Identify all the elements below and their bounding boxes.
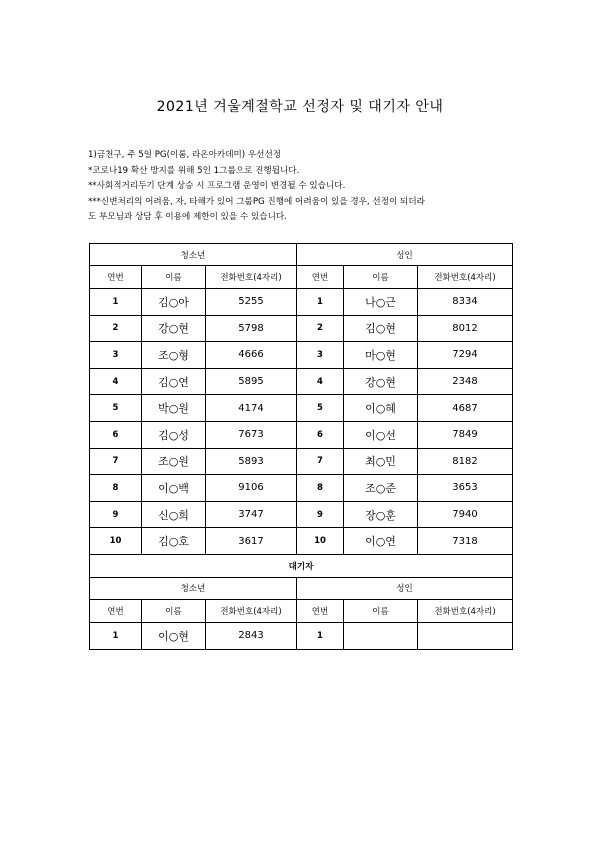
adult-phone: 8182 xyxy=(418,448,513,475)
youth-no: 4 xyxy=(90,368,142,395)
youth-phone: 4174 xyxy=(206,395,297,422)
column-header: 이름 xyxy=(344,266,418,289)
youth-name: 조○원 xyxy=(142,448,206,475)
adult-phone: 7318 xyxy=(418,528,513,555)
youth-no: 5 xyxy=(90,395,142,422)
table-row xyxy=(90,342,513,369)
column-header: 이름 xyxy=(142,599,206,622)
adult-phone: 3653 xyxy=(418,475,513,502)
adult-no: 4 xyxy=(297,368,344,395)
note-line: 1)금천구, 주 5일 PG(이룸, 라온아카데미) 우선선정 xyxy=(88,150,282,160)
adult-no: 8 xyxy=(297,475,344,502)
adult-phone: 2348 xyxy=(418,368,513,395)
youth-phone: 5895 xyxy=(206,368,297,395)
adult-name: 이○혜 xyxy=(344,395,418,422)
adult-name xyxy=(344,622,418,649)
youth-no: 10 xyxy=(90,528,142,555)
adult-name: 나○근 xyxy=(344,289,418,316)
adult-name: 이○선 xyxy=(344,421,418,448)
youth-phone: 3747 xyxy=(206,501,297,528)
column-header: 연번 xyxy=(90,266,142,289)
adult-section-header: 성인 xyxy=(297,244,513,266)
youth-no: 2 xyxy=(90,315,142,342)
adult-name: 마○현 xyxy=(344,342,418,369)
adult-no: 3 xyxy=(297,342,344,369)
adult-no: 5 xyxy=(297,395,344,422)
youth-no: 1 xyxy=(90,289,142,316)
column-header: 전화번호(4자리) xyxy=(418,599,513,622)
column-header: 이름 xyxy=(142,266,206,289)
youth-name: 김○연 xyxy=(142,368,206,395)
note-line: ***신변처리의 어려움, 자, 타해가 있어 그룹PG 진행에 어려움이 있을 경우, 선정이 되더라 xyxy=(88,196,425,207)
table-row xyxy=(90,315,513,342)
youth-name: 신○희 xyxy=(142,501,206,528)
youth-phone: 7673 xyxy=(206,421,297,448)
adult-no: 9 xyxy=(297,501,344,528)
youth-no: 7 xyxy=(90,448,142,475)
table-row xyxy=(90,475,513,502)
youth-no: 9 xyxy=(90,501,142,528)
youth-name: 이○현 xyxy=(142,622,206,649)
adult-name: 조○준 xyxy=(344,475,418,502)
column-header: 이름 xyxy=(344,599,418,622)
page-title: 2021년 겨울계절학교 선정자 및 대기자 안내 xyxy=(156,99,444,115)
adult-phone: 4687 xyxy=(418,395,513,422)
youth-phone: 5893 xyxy=(206,448,297,475)
adult-name: 이○연 xyxy=(344,528,418,555)
youth-no: 8 xyxy=(90,475,142,502)
table-row xyxy=(90,622,513,649)
adult-phone: 8334 xyxy=(418,289,513,316)
waitlist-youth-header: 청소년 xyxy=(90,577,297,599)
adult-no: 10 xyxy=(297,528,344,555)
youth-no: 3 xyxy=(90,342,142,369)
youth-phone: 2843 xyxy=(206,622,297,649)
column-header: 전화번호(4자리) xyxy=(206,266,297,289)
adult-phone xyxy=(418,622,513,649)
adult-no: 1 xyxy=(297,289,344,316)
adult-phone: 7294 xyxy=(418,342,513,369)
note-line: *코로나19 확산 방지를 위해 5인 1그룹으로 진행됩니다. xyxy=(88,165,300,176)
table-row xyxy=(90,421,513,448)
adult-phone: 7849 xyxy=(418,421,513,448)
adult-phone: 8012 xyxy=(418,315,513,342)
youth-name: 강○현 xyxy=(142,315,206,342)
youth-no: 6 xyxy=(90,421,142,448)
youth-phone: 9106 xyxy=(206,475,297,502)
youth-name: 김○성 xyxy=(142,421,206,448)
column-header: 연번 xyxy=(297,599,344,622)
table-row xyxy=(90,368,513,395)
adult-name: 김○현 xyxy=(344,315,418,342)
youth-phone: 4666 xyxy=(206,342,297,369)
column-header: 연번 xyxy=(297,266,344,289)
youth-no: 1 xyxy=(90,622,142,649)
youth-phone: 3617 xyxy=(206,528,297,555)
table-row xyxy=(90,289,513,316)
youth-name: 조○형 xyxy=(142,342,206,369)
table-row xyxy=(90,528,513,555)
adult-name: 강○현 xyxy=(344,368,418,395)
youth-name: 박○원 xyxy=(142,395,206,422)
adult-no: 7 xyxy=(297,448,344,475)
youth-section-header: 청소년 xyxy=(90,244,297,266)
adult-no: 1 xyxy=(297,622,344,649)
table-row xyxy=(90,448,513,475)
adult-no: 6 xyxy=(297,421,344,448)
adult-no: 2 xyxy=(297,315,344,342)
youth-phone: 5255 xyxy=(206,289,297,316)
youth-phone: 5798 xyxy=(206,315,297,342)
column-header: 전화번호(4자리) xyxy=(206,599,297,622)
note-line: **사회적거리두기 단계 상승 시 프로그램 운영이 변경될 수 있습니다. xyxy=(88,181,346,191)
selection-table xyxy=(89,243,513,650)
notes xyxy=(88,148,518,226)
table-row xyxy=(90,395,513,422)
adult-name: 장○훈 xyxy=(344,501,418,528)
column-header: 연번 xyxy=(90,599,142,622)
adult-phone: 7940 xyxy=(418,501,513,528)
youth-name: 김○아 xyxy=(142,289,206,316)
waitlist-adult-header: 성인 xyxy=(297,577,513,599)
adult-name: 최○민 xyxy=(344,448,418,475)
waitlist-header: 대기자 xyxy=(90,554,513,577)
table-row xyxy=(90,501,513,528)
column-header: 전화번호(4자리) xyxy=(418,266,513,289)
youth-name: 김○호 xyxy=(142,528,206,555)
youth-name: 이○백 xyxy=(142,475,206,502)
note-line: 도 부모님과 상담 후 이용에 제한이 있을 수 있습니다. xyxy=(88,212,287,222)
